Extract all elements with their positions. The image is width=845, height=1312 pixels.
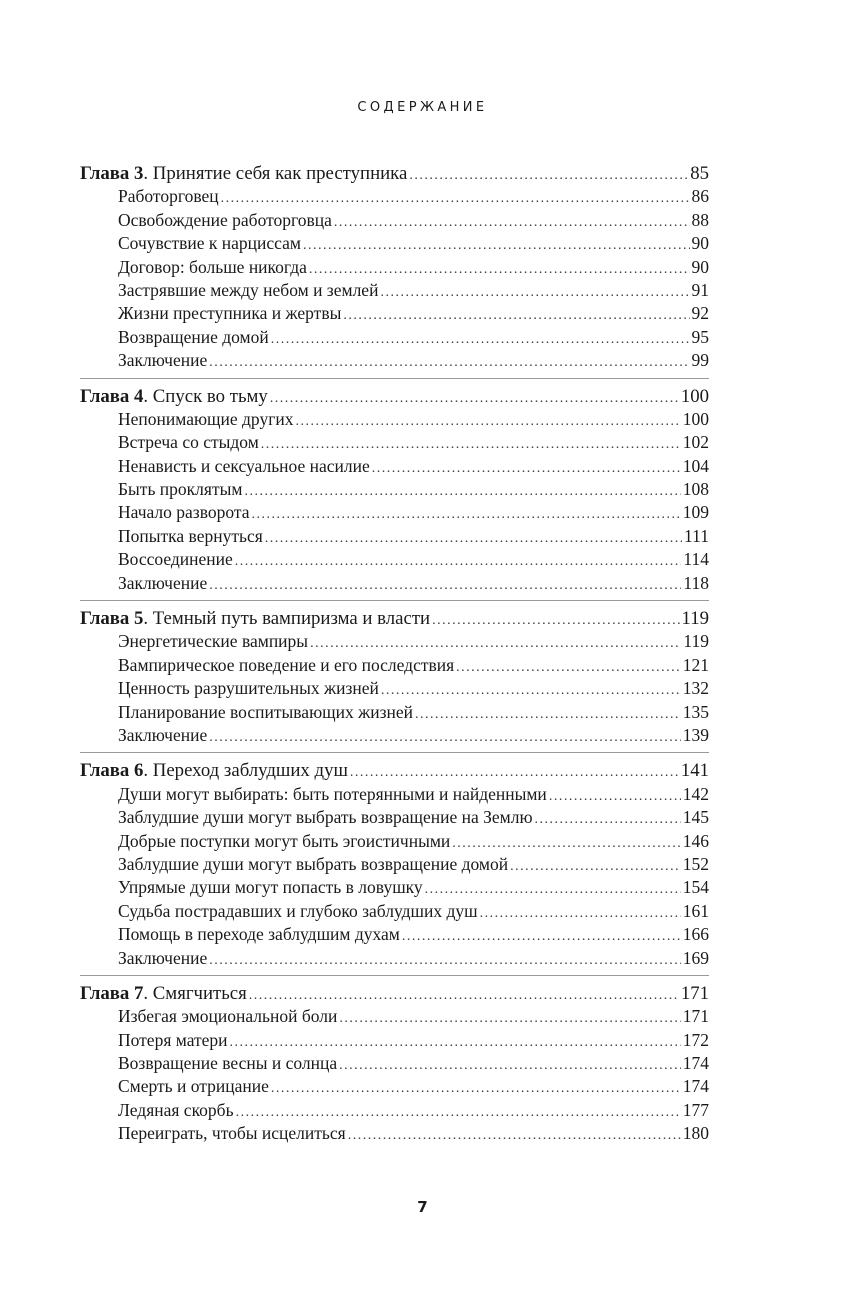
section-row[interactable] xyxy=(80,525,709,548)
section-title: Заключение xyxy=(118,350,208,371)
leader-dots xyxy=(549,785,681,808)
leader-dots xyxy=(209,949,681,972)
section-row[interactable] xyxy=(80,923,709,946)
chapter-page: 85 xyxy=(690,163,709,184)
leader-dots xyxy=(348,1124,681,1147)
leader-dots xyxy=(296,410,681,433)
section-title: Судьба пострадавших и глубоко заблудших душ xyxy=(118,900,478,921)
section-page: 172 xyxy=(682,1029,709,1050)
section-page: 180 xyxy=(682,1123,709,1144)
section-row[interactable] xyxy=(80,1029,709,1052)
section-page: 142 xyxy=(682,783,709,804)
section-page: 135 xyxy=(682,701,709,722)
chapter-title: . Темный путь вампиризма и власти xyxy=(143,608,431,630)
section-page: 100 xyxy=(682,408,709,429)
section-page: 114 xyxy=(683,549,709,570)
leader-dots xyxy=(244,480,680,503)
leader-dots xyxy=(456,656,681,679)
section-row[interactable] xyxy=(80,209,709,232)
section-row[interactable] xyxy=(80,185,709,208)
chapter-block xyxy=(80,385,709,602)
leader-dots xyxy=(303,234,690,257)
section-title: Вампирическое поведение и его последствия xyxy=(118,654,455,675)
section-row[interactable] xyxy=(80,806,709,829)
section-title: Энергетические вампиры xyxy=(118,631,309,652)
section-row[interactable] xyxy=(80,1005,709,1028)
section-page: 90 xyxy=(691,256,709,277)
section-title: Заключение xyxy=(118,947,208,968)
page-number: 7 xyxy=(417,1198,428,1216)
section-page: 118 xyxy=(683,572,709,593)
chapter-page: 100 xyxy=(680,385,709,407)
section-page: 111 xyxy=(684,525,709,546)
leader-dots xyxy=(452,832,680,855)
chapter-row[interactable] xyxy=(80,385,709,408)
chapter-title: . Принятие себя как преступника xyxy=(143,163,408,184)
chapter-page: 141 xyxy=(680,760,709,782)
leader-dots xyxy=(380,281,689,304)
section-row[interactable] xyxy=(80,572,709,595)
chapter-block xyxy=(80,162,709,379)
section-page: 171 xyxy=(682,1006,709,1027)
section-title: Договор: больше никогда xyxy=(118,256,307,277)
section-row[interactable] xyxy=(80,630,709,653)
leader-dots xyxy=(535,808,681,831)
leader-dots xyxy=(309,258,690,281)
section-title: Освобождение работорговца xyxy=(118,209,332,230)
section-page: 102 xyxy=(682,432,709,453)
leader-dots xyxy=(261,433,681,456)
chapter-title: . Переход заблудших душ xyxy=(143,760,348,782)
leader-dots xyxy=(350,761,679,784)
section-title: Заблудшие души могут выбрать возвращение на Землю xyxy=(118,807,533,828)
section-row[interactable] xyxy=(80,876,709,899)
section-page: 99 xyxy=(691,350,709,371)
section-row[interactable] xyxy=(80,232,709,255)
leader-dots xyxy=(415,703,681,726)
section-title: Возвращение домой xyxy=(118,326,269,347)
section-title: Планирование воспитывающих жизней xyxy=(118,701,413,722)
chapter-block xyxy=(80,982,709,1151)
section-title: Встреча со стыдом xyxy=(118,432,259,453)
chapter-row[interactable] xyxy=(80,607,709,630)
section-row[interactable] xyxy=(80,1099,709,1122)
section-page: 177 xyxy=(682,1099,709,1120)
leader-dots xyxy=(221,187,690,210)
section-page: 139 xyxy=(682,724,709,745)
section-title: Избегая эмоциональной боли xyxy=(118,1006,338,1027)
section-title: Работорговец xyxy=(118,186,219,207)
chapter-row[interactable] xyxy=(80,162,709,185)
leader-dots xyxy=(432,609,679,632)
section-title: Смерть и отрицание xyxy=(118,1076,269,1097)
leader-dots xyxy=(409,164,688,187)
chapter-row[interactable] xyxy=(80,759,709,782)
leader-dots xyxy=(339,1007,680,1030)
section-row[interactable] xyxy=(80,431,709,454)
chapter-label: Глава 4 xyxy=(80,385,144,407)
leader-dots xyxy=(310,632,681,655)
section-row[interactable] xyxy=(80,677,709,700)
section-page: 169 xyxy=(682,947,709,968)
leader-dots xyxy=(209,726,681,749)
section-page: 90 xyxy=(691,233,709,254)
section-row[interactable] xyxy=(80,326,709,349)
page-header-title: СОДЕРЖАНИЕ xyxy=(357,100,488,115)
leader-dots xyxy=(270,387,679,410)
section-title: Заключение xyxy=(118,572,208,593)
section-page: 166 xyxy=(682,924,709,945)
leader-dots xyxy=(230,1031,681,1054)
section-page: 119 xyxy=(683,631,709,652)
chapter-label: Глава 3 xyxy=(80,163,144,184)
section-page: 104 xyxy=(682,455,709,476)
section-page: 95 xyxy=(691,326,709,347)
section-page: 109 xyxy=(682,502,709,523)
section-row[interactable] xyxy=(80,302,709,325)
leader-dots xyxy=(265,527,682,550)
section-page: 88 xyxy=(691,209,709,230)
section-title: Попытка вернуться xyxy=(118,525,263,546)
chapter-block xyxy=(80,607,709,753)
section-row[interactable] xyxy=(80,701,709,724)
chapter-title: . Смягчиться xyxy=(143,982,247,1004)
section-title: Непонимающие других xyxy=(118,408,294,429)
leader-dots xyxy=(381,679,681,702)
section-page: 174 xyxy=(682,1053,709,1074)
leader-dots xyxy=(236,1101,681,1124)
section-page: 152 xyxy=(682,853,709,874)
chapter-page: 119 xyxy=(681,608,709,630)
section-row[interactable] xyxy=(80,654,709,677)
section-title: Быть проклятым xyxy=(118,479,243,500)
section-row[interactable] xyxy=(80,724,709,747)
leader-dots xyxy=(249,984,679,1007)
section-row[interactable] xyxy=(80,256,709,279)
section-row[interactable] xyxy=(80,455,709,478)
chapter-title: . Спуск во тьму xyxy=(143,385,268,407)
section-title: Помощь в переходе заблудшим духам xyxy=(118,924,400,945)
leader-dots xyxy=(334,211,690,234)
section-row[interactable] xyxy=(80,408,709,431)
leader-dots xyxy=(235,550,682,573)
section-row[interactable] xyxy=(80,548,709,571)
section-page: 154 xyxy=(682,877,709,898)
section-title: Воссоединение xyxy=(118,549,233,570)
section-page: 86 xyxy=(691,186,709,207)
section-title: Начало разворота xyxy=(118,502,250,523)
section-row[interactable] xyxy=(80,349,709,372)
section-title: Заключение xyxy=(118,724,208,745)
leader-dots xyxy=(339,1054,681,1077)
section-row[interactable] xyxy=(80,830,709,853)
section-page: 146 xyxy=(682,830,709,851)
section-title: Ценность разрушительных жизней xyxy=(118,678,379,699)
section-title: Сочувствие к нарциссам xyxy=(118,233,301,254)
chapter-row[interactable] xyxy=(80,982,709,1005)
leader-dots xyxy=(271,1077,681,1100)
section-title: Ненависть и сексуальное насилие xyxy=(118,455,370,476)
section-page: 132 xyxy=(682,678,709,699)
section-row[interactable] xyxy=(80,783,709,806)
leader-dots xyxy=(252,503,681,526)
section-title: Жизни преступника и жертвы xyxy=(118,303,342,324)
section-title: Застрявшие между небом и землей xyxy=(118,279,379,300)
section-page: 121 xyxy=(682,654,709,675)
section-page: 91 xyxy=(691,279,709,300)
section-title: Возвращение весны и солнца xyxy=(118,1053,338,1074)
leader-dots xyxy=(402,925,681,948)
leader-dots xyxy=(372,457,681,480)
table-of-contents xyxy=(80,162,709,1157)
section-row[interactable] xyxy=(80,900,709,923)
chapter-block xyxy=(80,759,709,976)
section-row[interactable] xyxy=(80,853,709,876)
section-title: Упрямые души могут попасть в ловушку xyxy=(118,877,423,898)
section-title: Добрые поступки могут быть эгоистичными xyxy=(118,830,451,851)
section-title: Души могут выбирать: быть потерянными и найденными xyxy=(118,783,547,804)
leader-dots xyxy=(209,351,689,374)
section-title: Заблудшие души могут выбрать возвращение домой xyxy=(118,853,509,874)
section-page: 174 xyxy=(682,1076,709,1097)
leader-dots xyxy=(271,328,690,351)
section-page: 108 xyxy=(682,479,709,500)
section-page: 92 xyxy=(691,303,709,324)
section-row[interactable] xyxy=(80,1052,709,1075)
section-row[interactable] xyxy=(80,1122,709,1145)
chapter-page: 171 xyxy=(680,982,709,1004)
section-title: Потеря матери xyxy=(118,1029,228,1050)
section-page: 145 xyxy=(682,807,709,828)
section-row[interactable] xyxy=(80,478,709,501)
chapter-label: Глава 7 xyxy=(80,982,144,1004)
leader-dots xyxy=(480,902,681,925)
section-title: Ледяная скорбь xyxy=(118,1099,234,1120)
leader-dots xyxy=(510,855,681,878)
section-row[interactable] xyxy=(80,1075,709,1098)
leader-dots xyxy=(343,304,689,327)
section-row[interactable] xyxy=(80,501,709,524)
chapter-label: Глава 5 xyxy=(80,608,144,630)
leader-dots xyxy=(209,574,681,597)
leader-dots xyxy=(425,878,681,901)
section-row[interactable] xyxy=(80,279,709,302)
chapter-label: Глава 6 xyxy=(80,760,144,782)
section-row[interactable] xyxy=(80,947,709,970)
section-title: Переиграть, чтобы исцелиться xyxy=(118,1123,346,1144)
section-page: 161 xyxy=(682,900,709,921)
